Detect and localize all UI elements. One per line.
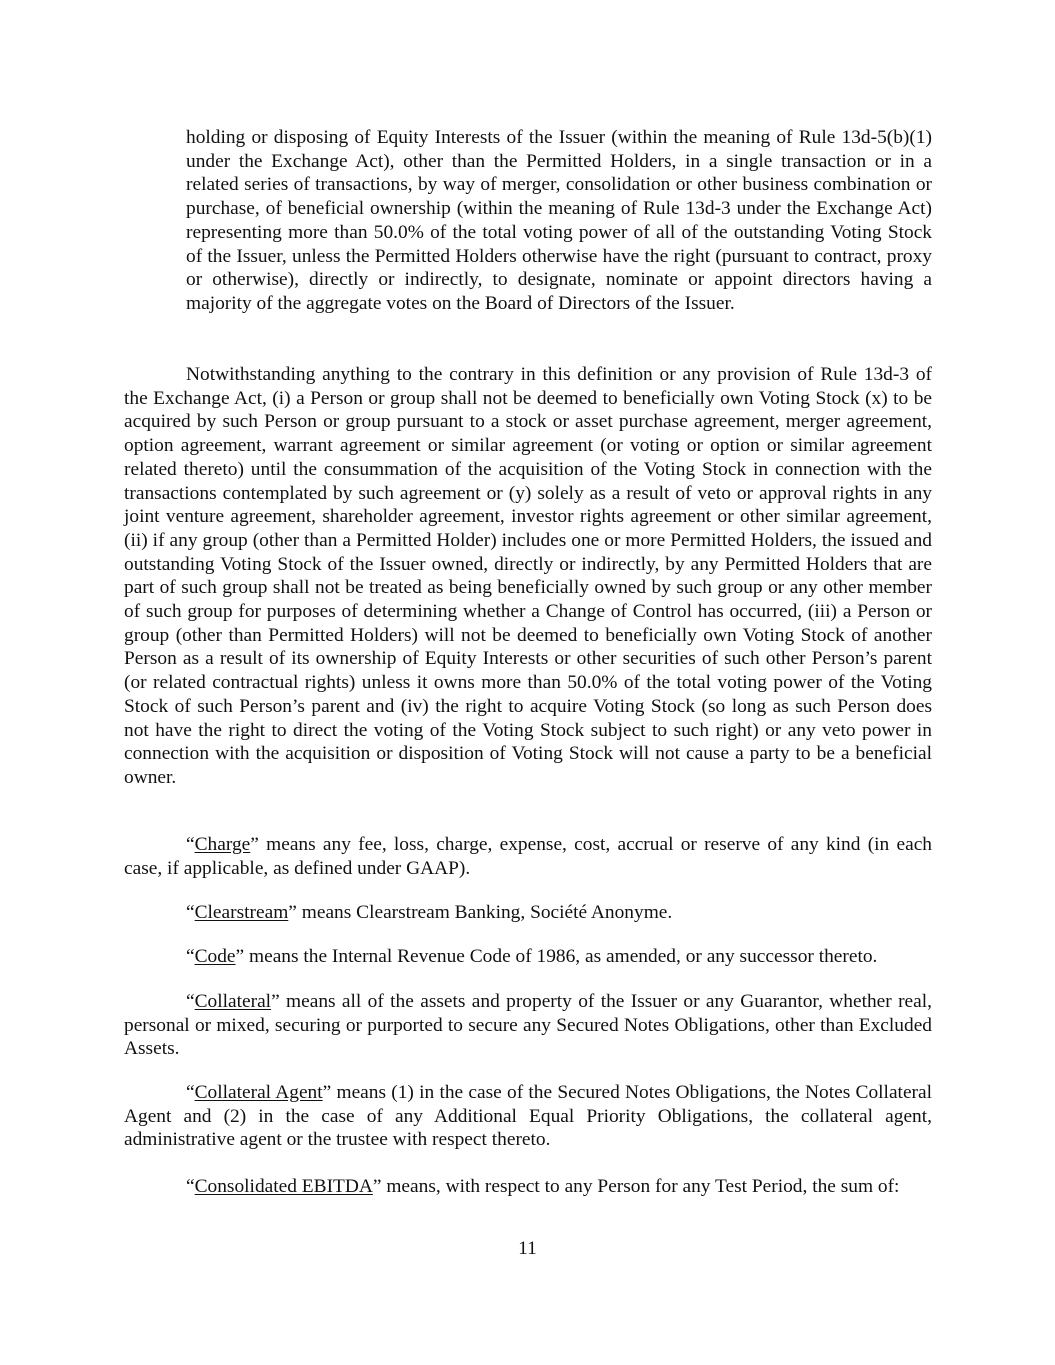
page-number: 11 <box>518 1238 537 1259</box>
notwithstanding-paragraph: Notwithstanding anything to the contrary in this definition or any provision of Rule 13d-3 of the Exchange Act, (i) a Person or group shall not be deemed to beneficially own Voting Stock (x) to be acquired by such Person or group pursuant to a stock or asset purchase agreement, merger agreement, option agreement, warrant agreement or similar agreement (or voting or option or similar agreement related thereto) until the consummation of the acquisition of the Voting Stock in connection with the transactions contemplated by such agreement or (y) solely as a result of veto or approval rights in any joint venture agreement, shareholder agreement, investor rights agreement or other similar agreement, (ii) if any group (other than a Permitted Holder) includes one or more Permitted Holders, the issued and outstanding Voting Stock of the Issuer owned, directly or indirectly, by any Permitted Holders that are part of such group shall not be treated as being beneficially owned by such group or any other member of such group for purposes of determining whether a Change of Control has occurred, (iii) a Person or group (other than Permitted Holders) will not be deemed to beneficially own Voting Stock of another Person as a result of its ownership of Equity Interests or other securities of such other Person’s parent (or related contractual rights) unless it owns more than 50.0% of the total voting power of the Voting Stock of such Person’s parent and (iv) the right to acquire Voting Stock (so long as such Person does not have the right to direct the voting of the Voting Stock subject to such right) or any veto power in connection with the acquisition or disposition of Voting Stock will not cause a party to be a beneficial owner. <box>124 364 932 788</box>
defined-term: Code <box>194 946 236 967</box>
defined-term: Collateral Agent <box>194 1082 323 1103</box>
definition-charge: “Charge” means any fee, loss, charge, expense, cost, accrual or reserve of any kind (in each case, if applicable, as defined under GAAP). <box>124 834 932 879</box>
defined-term: Collateral <box>194 991 272 1012</box>
defined-term: Clearstream <box>194 902 289 923</box>
definition-consolidated-ebitda: “Consolidated EBITDA” means, with respect to any Person for any Test Period, the sum of: <box>186 1176 900 1197</box>
change-of-control-clause-continuation: holding or disposing of Equity Interests of the Issuer (within the meaning of Rule 13d-5(b)(1) under the Exchange Act), other than the Permitted Holders, in a single transaction or in a related series of transactions, by way of merger, consolidation or other business combination or purchase, of beneficial ownership (within the meaning of Rule 13d-3 under the Exchange Act) representing more than 50.0% of the total voting power of all of the outstanding Voting Stock of the Issuer, unless the Permitted Holders otherwise have the right (pursuant to contract, proxy or otherwise), directly or indirectly, to designate, nominate or appoint directors having a majority of the aggregate votes on the Board of Directors of the Issuer. <box>186 127 932 314</box>
definition-code: “Code” means the Internal Revenue Code of 1986, as amended, or any successor thereto. <box>186 946 878 967</box>
definition-collateral: “Collateral” means all of the assets and property of the Issuer or any Guarantor, whether real, personal or mixed, securing or purported to secure any Secured Notes Obligations, other than Excluded Assets. <box>124 991 932 1060</box>
defined-term: Charge <box>194 834 251 855</box>
defined-term: Consolidated EBITDA <box>194 1176 373 1197</box>
definition-collateral-agent: “Collateral Agent” means (1) in the case of the Secured Notes Obligations, the Notes Collateral Agent and (2) in the case of any Additional Equal Priority Obligations, the collateral agent, administrative agent or the trustee with respect thereto. <box>124 1082 932 1151</box>
definition-clearstream: “Clearstream” means Clearstream Banking, Société Anonyme. <box>186 902 673 923</box>
